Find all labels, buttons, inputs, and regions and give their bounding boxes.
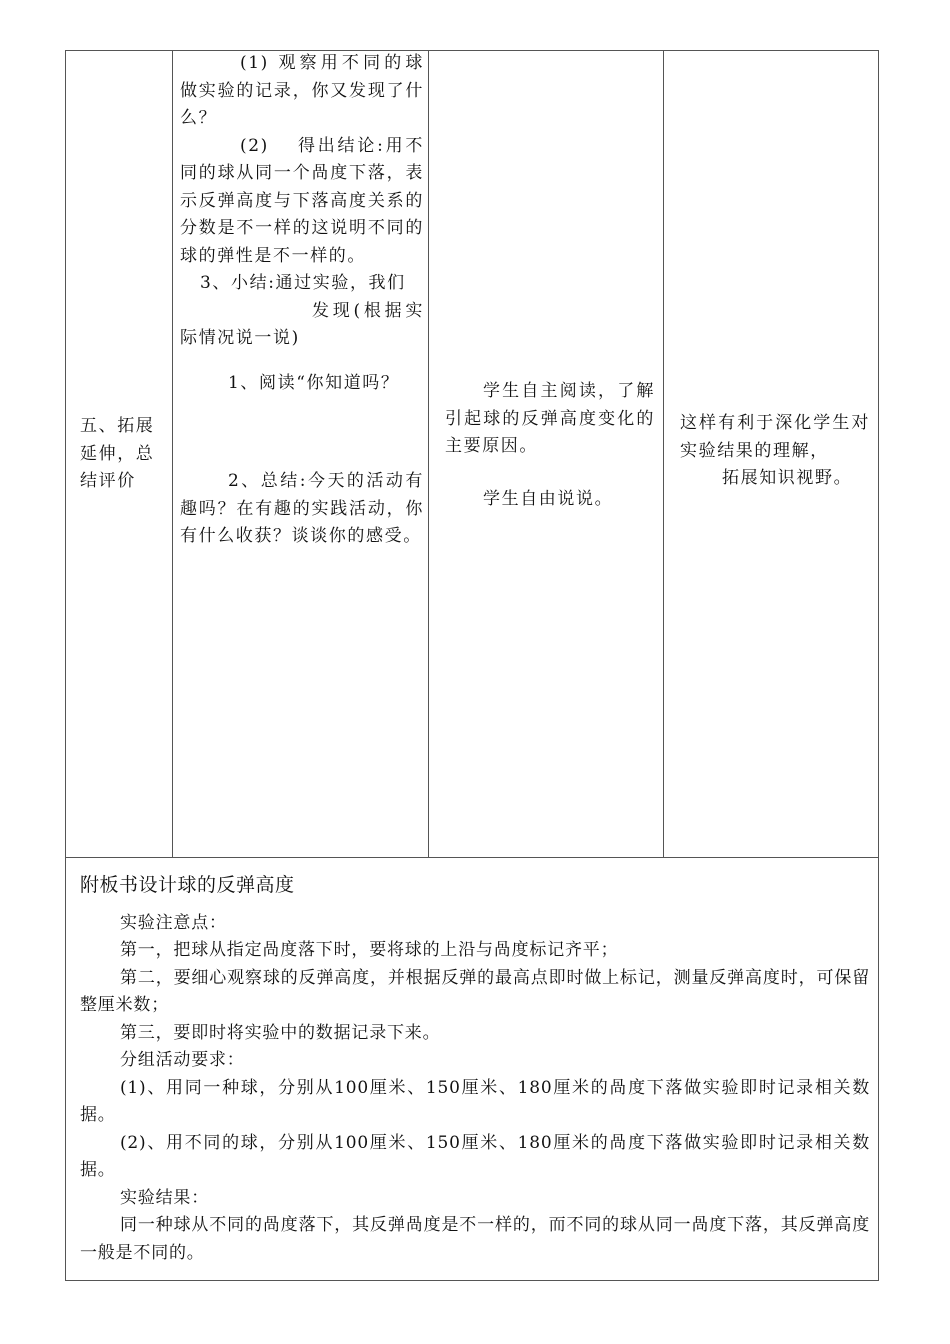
precaution-item: 第二，要细心观察球的反弹高度，并根据反弹的最高点即时做上标记，测量反弹高度时，可保留整厘米数； xyxy=(80,967,870,1015)
teacher-activity-conclusion: (2) 得出结论:用不同的球从同一个咼度下落，表示反弹高度与下落高度关系的分数是不一样的这说明不同的球的弹性是不一样的。 xyxy=(180,135,424,266)
column-divider xyxy=(428,50,429,858)
teacher-activity-observe: (1) 观察用不同的球做实验的记录，你又发现了什么？ xyxy=(180,53,424,128)
teacher-activity-wrapup: 2、总结:今天的活动有趣吗？在有趣的实践活动，你有什么收获？谈谈你的感受。 xyxy=(180,471,424,546)
teacher-activity-summary: 3、小结:通过实验，我们 xyxy=(200,273,406,293)
teacher-activity-summary-cont: 发现(根据实际情况说一说) xyxy=(180,300,424,348)
row-divider xyxy=(65,857,879,858)
teacher-activity-reading: 1、阅读“你知道吗？ xyxy=(228,372,400,393)
precaution-item: 第一，把球从指定咼度落下时，要将球的上沿与咼度标记齐平； xyxy=(120,940,619,960)
results-text: 同一种球从不同的咼度落下，其反弹咼度是不一样的，而不同的球从同一咼度下落，其反弹高度一般是不同的。 xyxy=(80,1215,870,1263)
student-activity-cell xyxy=(445,378,655,513)
results-heading: 实验结果： xyxy=(120,1187,209,1208)
design-intent-cell xyxy=(680,410,870,493)
notes-title: 附板书设计球的反弹高度 xyxy=(80,874,295,896)
design-intent-text: 这样有利于深化学生对实验结果的理解， xyxy=(680,413,870,461)
group-requirement-item: (2)、用不同的球，分别从100厘米、150厘米、180厘米的咼度下落做实验即时记录相关数据。 xyxy=(80,1132,870,1180)
precaution-item: 第三，要即时将实验中的数据记录下来。 xyxy=(120,1022,441,1043)
stage-label-cell: 五、拓展延伸，总结评价 xyxy=(80,416,155,491)
group-requirements-heading: 分组活动要求： xyxy=(120,1050,245,1070)
column-divider xyxy=(172,50,173,858)
precautions-heading: 实验注意点： xyxy=(120,912,227,933)
column-divider xyxy=(663,50,664,858)
design-intent-text-cont: 拓展知识视野。 xyxy=(722,468,853,488)
group-requirement-item: (1)、用同一种球，分别从100厘米、150厘米、180厘米的咼度下落做实验即时记录相关数据。 xyxy=(80,1077,870,1125)
board-design-notes xyxy=(80,872,870,1267)
student-activity-reading: 学生自主阅读，了解引起球的反弹高度变化的主要原因。 xyxy=(445,381,655,456)
teacher-activity-cell xyxy=(180,50,424,551)
student-activity-sharing: 学生自由说说。 xyxy=(483,488,614,509)
